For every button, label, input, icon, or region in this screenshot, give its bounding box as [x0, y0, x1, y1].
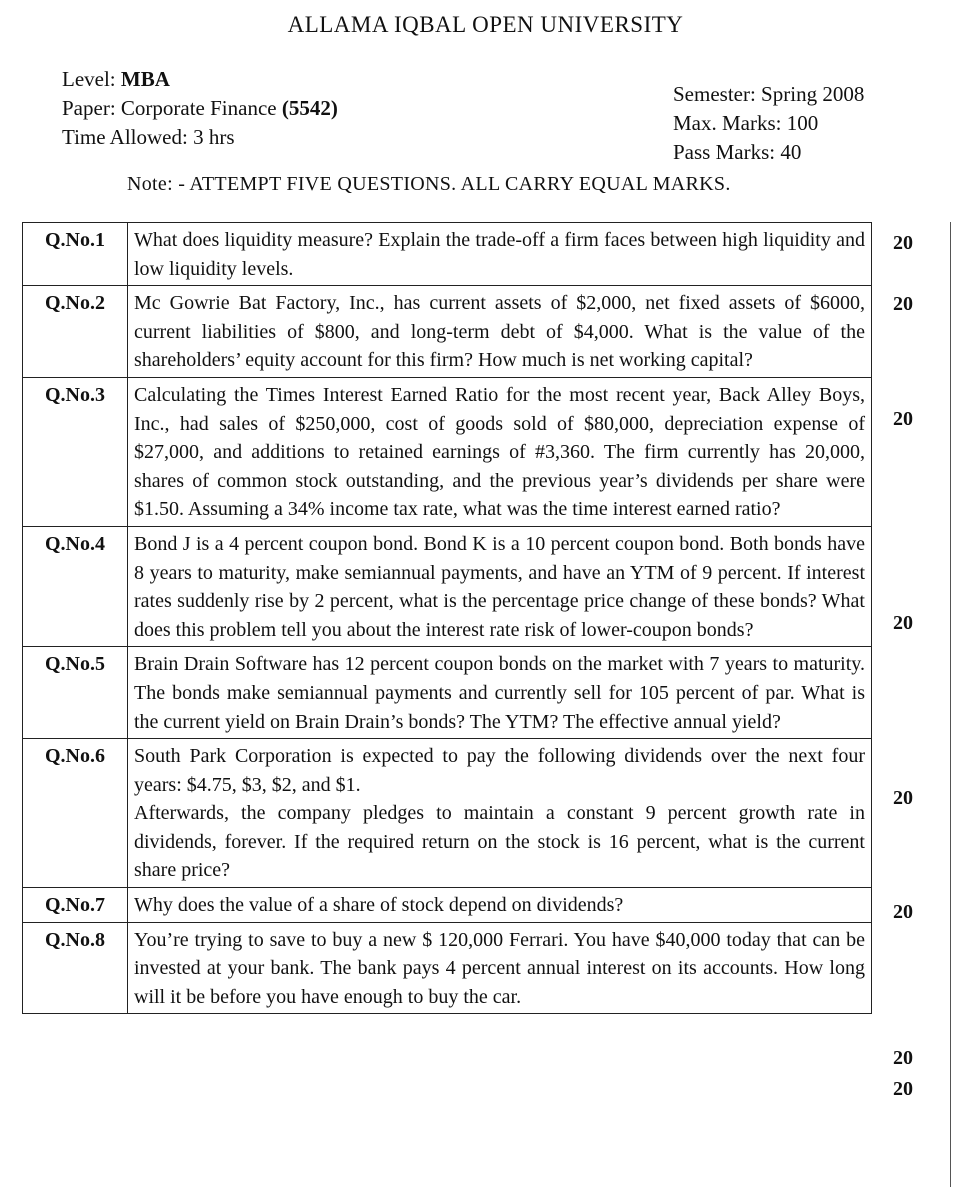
right-margin-rule [950, 222, 951, 1187]
pass-marks: Pass Marks: 40 [673, 140, 802, 164]
question-marks: 20 [893, 612, 913, 634]
question-marks: 20 [893, 408, 913, 430]
question-number: Q.No.7 [23, 888, 128, 923]
question-number: Q.No.6 [23, 739, 128, 888]
question-text: South Park Corporation is expected to pay the following dividends over the next four years: $4.75, $3, $2, and $1. [134, 745, 865, 796]
paper-code: (5542) [281, 96, 338, 120]
question-marks: 20 [893, 787, 913, 809]
question-marks: 20 [893, 901, 913, 923]
question-number: Q.No.2 [23, 286, 128, 378]
question-row [23, 286, 872, 378]
question-number: Q.No.5 [23, 647, 128, 739]
question-number: Q.No.8 [23, 922, 128, 1014]
max-marks: Max. Marks: 100 [673, 111, 819, 135]
university-title: ALLAMA IQBAL OPEN UNIVERSITY [287, 12, 684, 37]
semester: Semester: Spring 2008 [673, 82, 865, 106]
question-marks: 20 [893, 1047, 913, 1069]
paper-line [62, 94, 338, 123]
question-row [23, 223, 872, 286]
level-value: MBA [120, 67, 170, 91]
paper-info-left [62, 65, 338, 152]
question-row [23, 888, 872, 923]
time-allowed: Time Allowed: 3 hrs [62, 125, 235, 149]
question-text: What does liquidity measure? Explain the trade-off a firm faces between high liquidity and low liquidity levels. [128, 223, 872, 286]
exam-note: Note: - ATTEMPT FIVE QUESTIONS. ALL CARRY EQUAL MARKS. [127, 173, 731, 195]
question-text: Brain Drain Software has 12 percent coupon bonds on the market with 7 years to maturity. The bonds make semiannual payments and currently sell for 105 percent of par. What is the current yield on Brain Drain’s bonds? The YTM? The effective annual yield? [128, 647, 872, 739]
question-row [23, 647, 872, 739]
question-marks: 20 [893, 293, 913, 315]
paper-label: Paper: Corporate Finance [62, 96, 277, 120]
question-number: Q.No.3 [23, 377, 128, 526]
question-marks: 20 [893, 1078, 913, 1100]
question-number: Q.No.1 [23, 223, 128, 286]
question-number: Q.No.4 [23, 526, 128, 646]
question-text: Why does the value of a share of stock depend on dividends? [128, 888, 872, 923]
question-row [23, 739, 872, 888]
level-label: Level: [62, 67, 116, 91]
questions-table [22, 222, 872, 1014]
question-text: Calculating the Times Interest Earned Ratio for the most recent year, Back Alley Boys, Inc., had sales of $250,000, cost of goods sold of $80,000, depreciation expense of $27,000, and additions to retained earnings of #3,360. The firm currently has 20,000, shares of common stock outstanding, and the previous year’s dividends per share were $1.50. Assuming a 34% income tax rate, what was the time interest earned ratio? [128, 377, 872, 526]
paper-info-right [673, 80, 864, 167]
question-text: Mc Gowrie Bat Factory, Inc., has current assets of $2,000, net fixed assets of $6000, current liabilities of $800, and long-term debt of $4,000. What is the value of the shareholders’ equity account for this firm? How much is net working capital? [128, 286, 872, 378]
question-text-block [128, 739, 872, 888]
question-text-continued: Afterwards, the company pledges to maintain a constant 9 percent growth rate in dividends, forever. If the required return on the stock is 16 percent, what is the current share price? [134, 802, 865, 882]
question-text: You’re trying to save to buy a new $ 120,000 Ferrari. You have $40,000 today that can be invested at your bank. The bank pays 4 percent annual interest on its accounts. How long will it be before you have enough to buy the car. [128, 922, 872, 1014]
question-row [23, 922, 872, 1014]
question-row [23, 377, 872, 526]
question-text: Bond J is a 4 percent coupon bond. Bond K is a 10 percent coupon bond. Both bonds have 8 years to maturity, make semiannual payments, and have an YTM of 9 percent. If interest rates suddenly rise by 2 percent, what is the percentage price change of these bonds? What does this problem tell you about the interest rate risk of lower-coupon bonds? [128, 526, 872, 646]
question-row [23, 526, 872, 646]
question-marks: 20 [893, 232, 913, 254]
level-line [62, 65, 338, 94]
